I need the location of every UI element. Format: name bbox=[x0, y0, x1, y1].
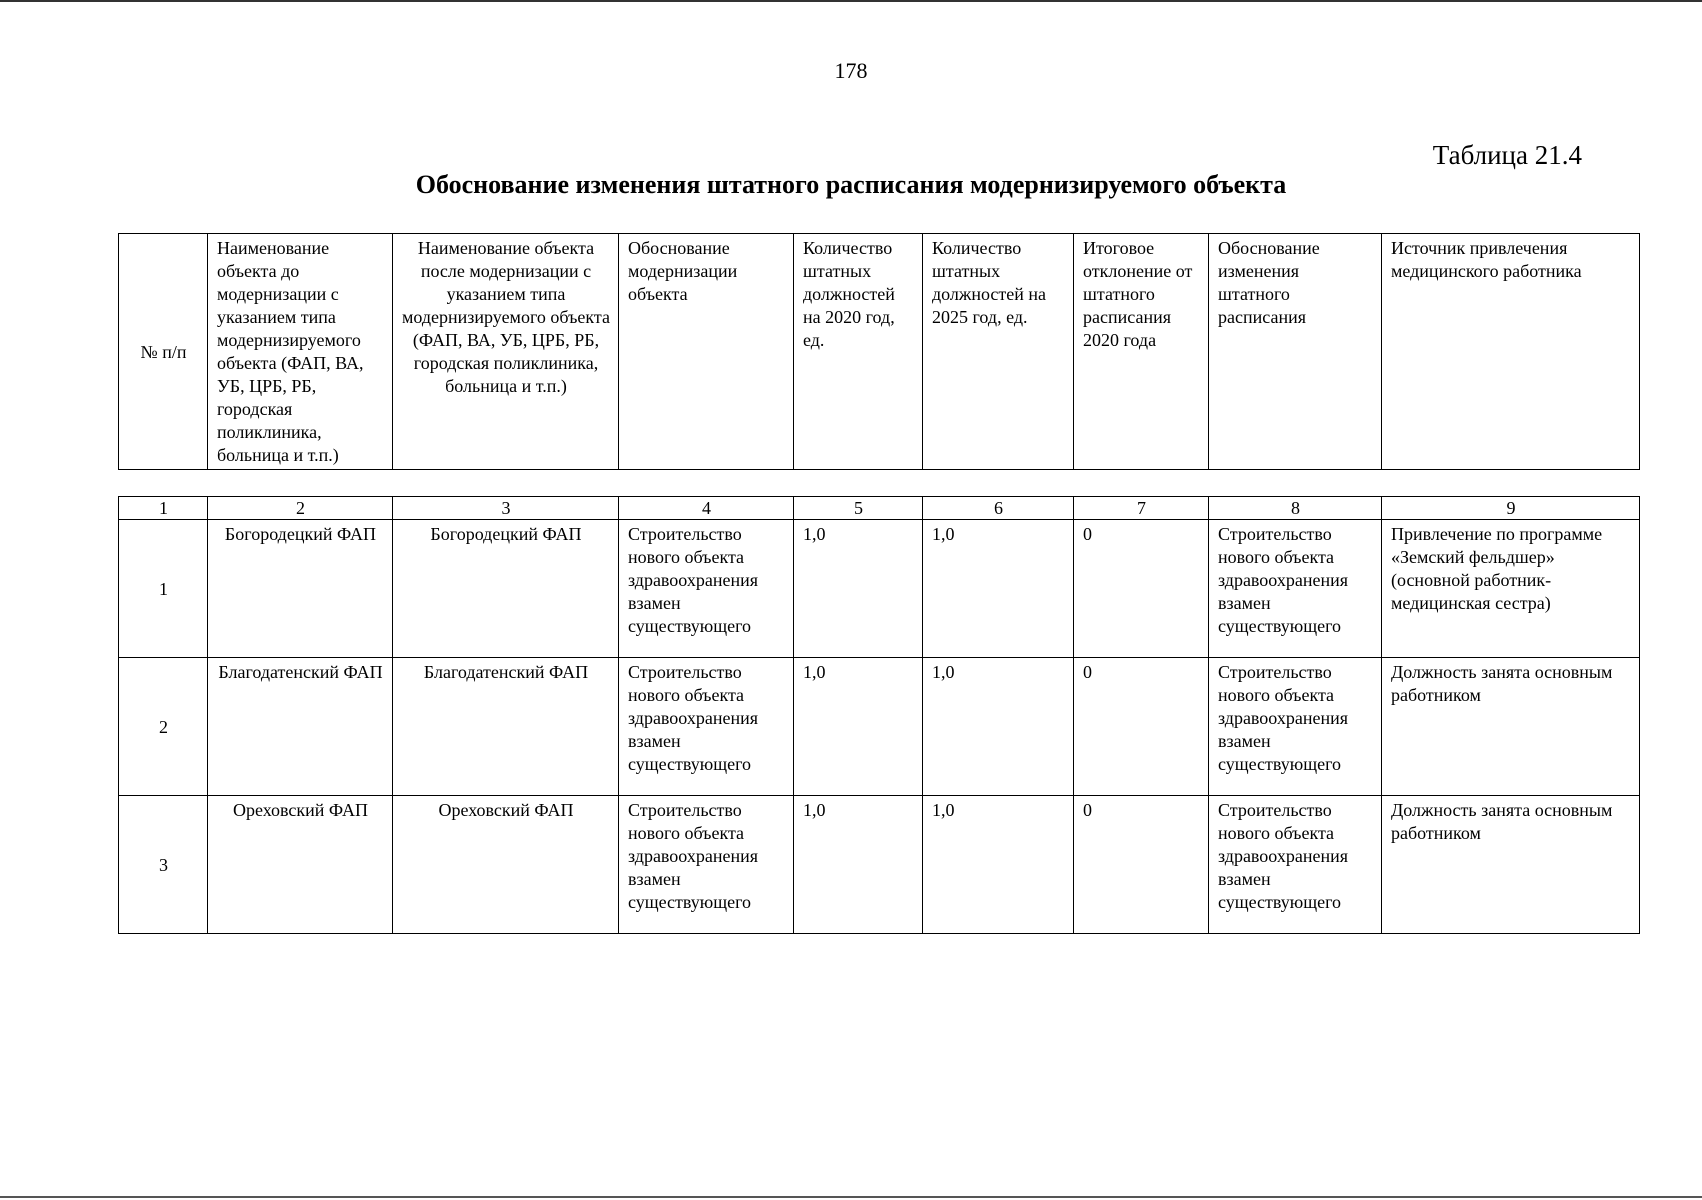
staff-2025: 1,0 bbox=[923, 658, 1074, 796]
row-number: 3 bbox=[119, 796, 208, 934]
object-after: Богородецкий ФАП bbox=[393, 520, 619, 658]
worker-source: Должность занята основным работником bbox=[1382, 658, 1640, 796]
column-number: 1 bbox=[119, 497, 208, 520]
worker-source: Должность занята основным работником bbox=[1382, 796, 1640, 934]
staff-2025: 1,0 bbox=[923, 796, 1074, 934]
modernization-justification: Строительство нового объекта здравоохранения взамен существующего bbox=[619, 658, 794, 796]
page-bottom-border bbox=[0, 1196, 1702, 1198]
staff-2020: 1,0 bbox=[794, 520, 923, 658]
column-number: 4 bbox=[619, 497, 794, 520]
modernization-justification: Строительство нового объекта здравоохранения взамен существующего bbox=[619, 796, 794, 934]
header-cell-deviation: Итоговое отклонение от штатного расписания 2020 года bbox=[1074, 234, 1209, 470]
staff-deviation: 0 bbox=[1074, 520, 1209, 658]
table-row bbox=[119, 520, 1640, 658]
column-number: 6 bbox=[923, 497, 1074, 520]
document-title: Обоснование изменения штатного расписания модернизируемого объекта bbox=[415, 170, 1287, 199]
column-number: 7 bbox=[1074, 497, 1209, 520]
worker-source: Привлечение по программе «Земский фельдшер» (основной работник- медицинская сестра) bbox=[1382, 520, 1640, 658]
table-row bbox=[119, 796, 1640, 934]
column-number: 3 bbox=[393, 497, 619, 520]
header-table bbox=[118, 233, 1640, 470]
object-after: Благодатенский ФАП bbox=[393, 658, 619, 796]
object-after: Ореховский ФАП bbox=[393, 796, 619, 934]
staff-2020: 1,0 bbox=[794, 796, 923, 934]
object-before: Ореховский ФАП bbox=[208, 796, 393, 934]
change-reason: Строительство нового объекта здравоохранения взамен существующего bbox=[1209, 520, 1382, 658]
staff-deviation: 0 bbox=[1074, 796, 1209, 934]
header-cell-staff-2020: Количество штатных должностей на 2020 год, ед. bbox=[794, 234, 923, 470]
header-cell-source: Источник привлечения медицинского работника bbox=[1382, 234, 1640, 470]
staff-2025: 1,0 bbox=[923, 520, 1074, 658]
header-cell-before: Наименование объекта до модернизации с указанием типа модернизируемого объекта (ФАП, ВА, УБ, ЦРБ, РБ, городская поликлиника, больница и т.п.) bbox=[208, 234, 393, 470]
column-number: 2 bbox=[208, 497, 393, 520]
change-reason: Строительство нового объекта здравоохранения взамен существующего bbox=[1209, 658, 1382, 796]
header-cell-justification: Обоснование модернизации объекта bbox=[619, 234, 794, 470]
object-before: Богородецкий ФАП bbox=[208, 520, 393, 658]
table-label: Таблица 21.4 bbox=[1432, 140, 1582, 170]
page-top-border bbox=[0, 0, 1702, 2]
page-number: 178 bbox=[834, 58, 868, 83]
modernization-justification: Строительство нового объекта здравоохранения взамен существующего bbox=[619, 520, 794, 658]
data-table bbox=[118, 496, 1640, 934]
row-number: 2 bbox=[119, 658, 208, 796]
change-reason: Строительство нового объекта здравоохранения взамен существующего bbox=[1209, 796, 1382, 934]
header-cell-change-reason: Обоснование изменения штатного расписания bbox=[1209, 234, 1382, 470]
column-numbering-row bbox=[119, 497, 1640, 520]
header-cell-number: № п/п bbox=[119, 234, 208, 470]
column-number: 9 bbox=[1382, 497, 1640, 520]
column-number: 8 bbox=[1209, 497, 1382, 520]
header-row bbox=[119, 234, 1640, 470]
header-cell-after: Наименование объекта после модернизации с указанием типа модернизируемого объекта (ФАП, ВА, УБ, ЦРБ, РБ, городская поликлиника, больница и т.п.) bbox=[393, 234, 619, 470]
header-cell-staff-2025: Количество штатных должностей на 2025 год, ед. bbox=[923, 234, 1074, 470]
column-number: 5 bbox=[794, 497, 923, 520]
staff-2020: 1,0 bbox=[794, 658, 923, 796]
table-row bbox=[119, 658, 1640, 796]
object-before: Благодатенский ФАП bbox=[208, 658, 393, 796]
staff-deviation: 0 bbox=[1074, 658, 1209, 796]
row-number: 1 bbox=[119, 520, 208, 658]
